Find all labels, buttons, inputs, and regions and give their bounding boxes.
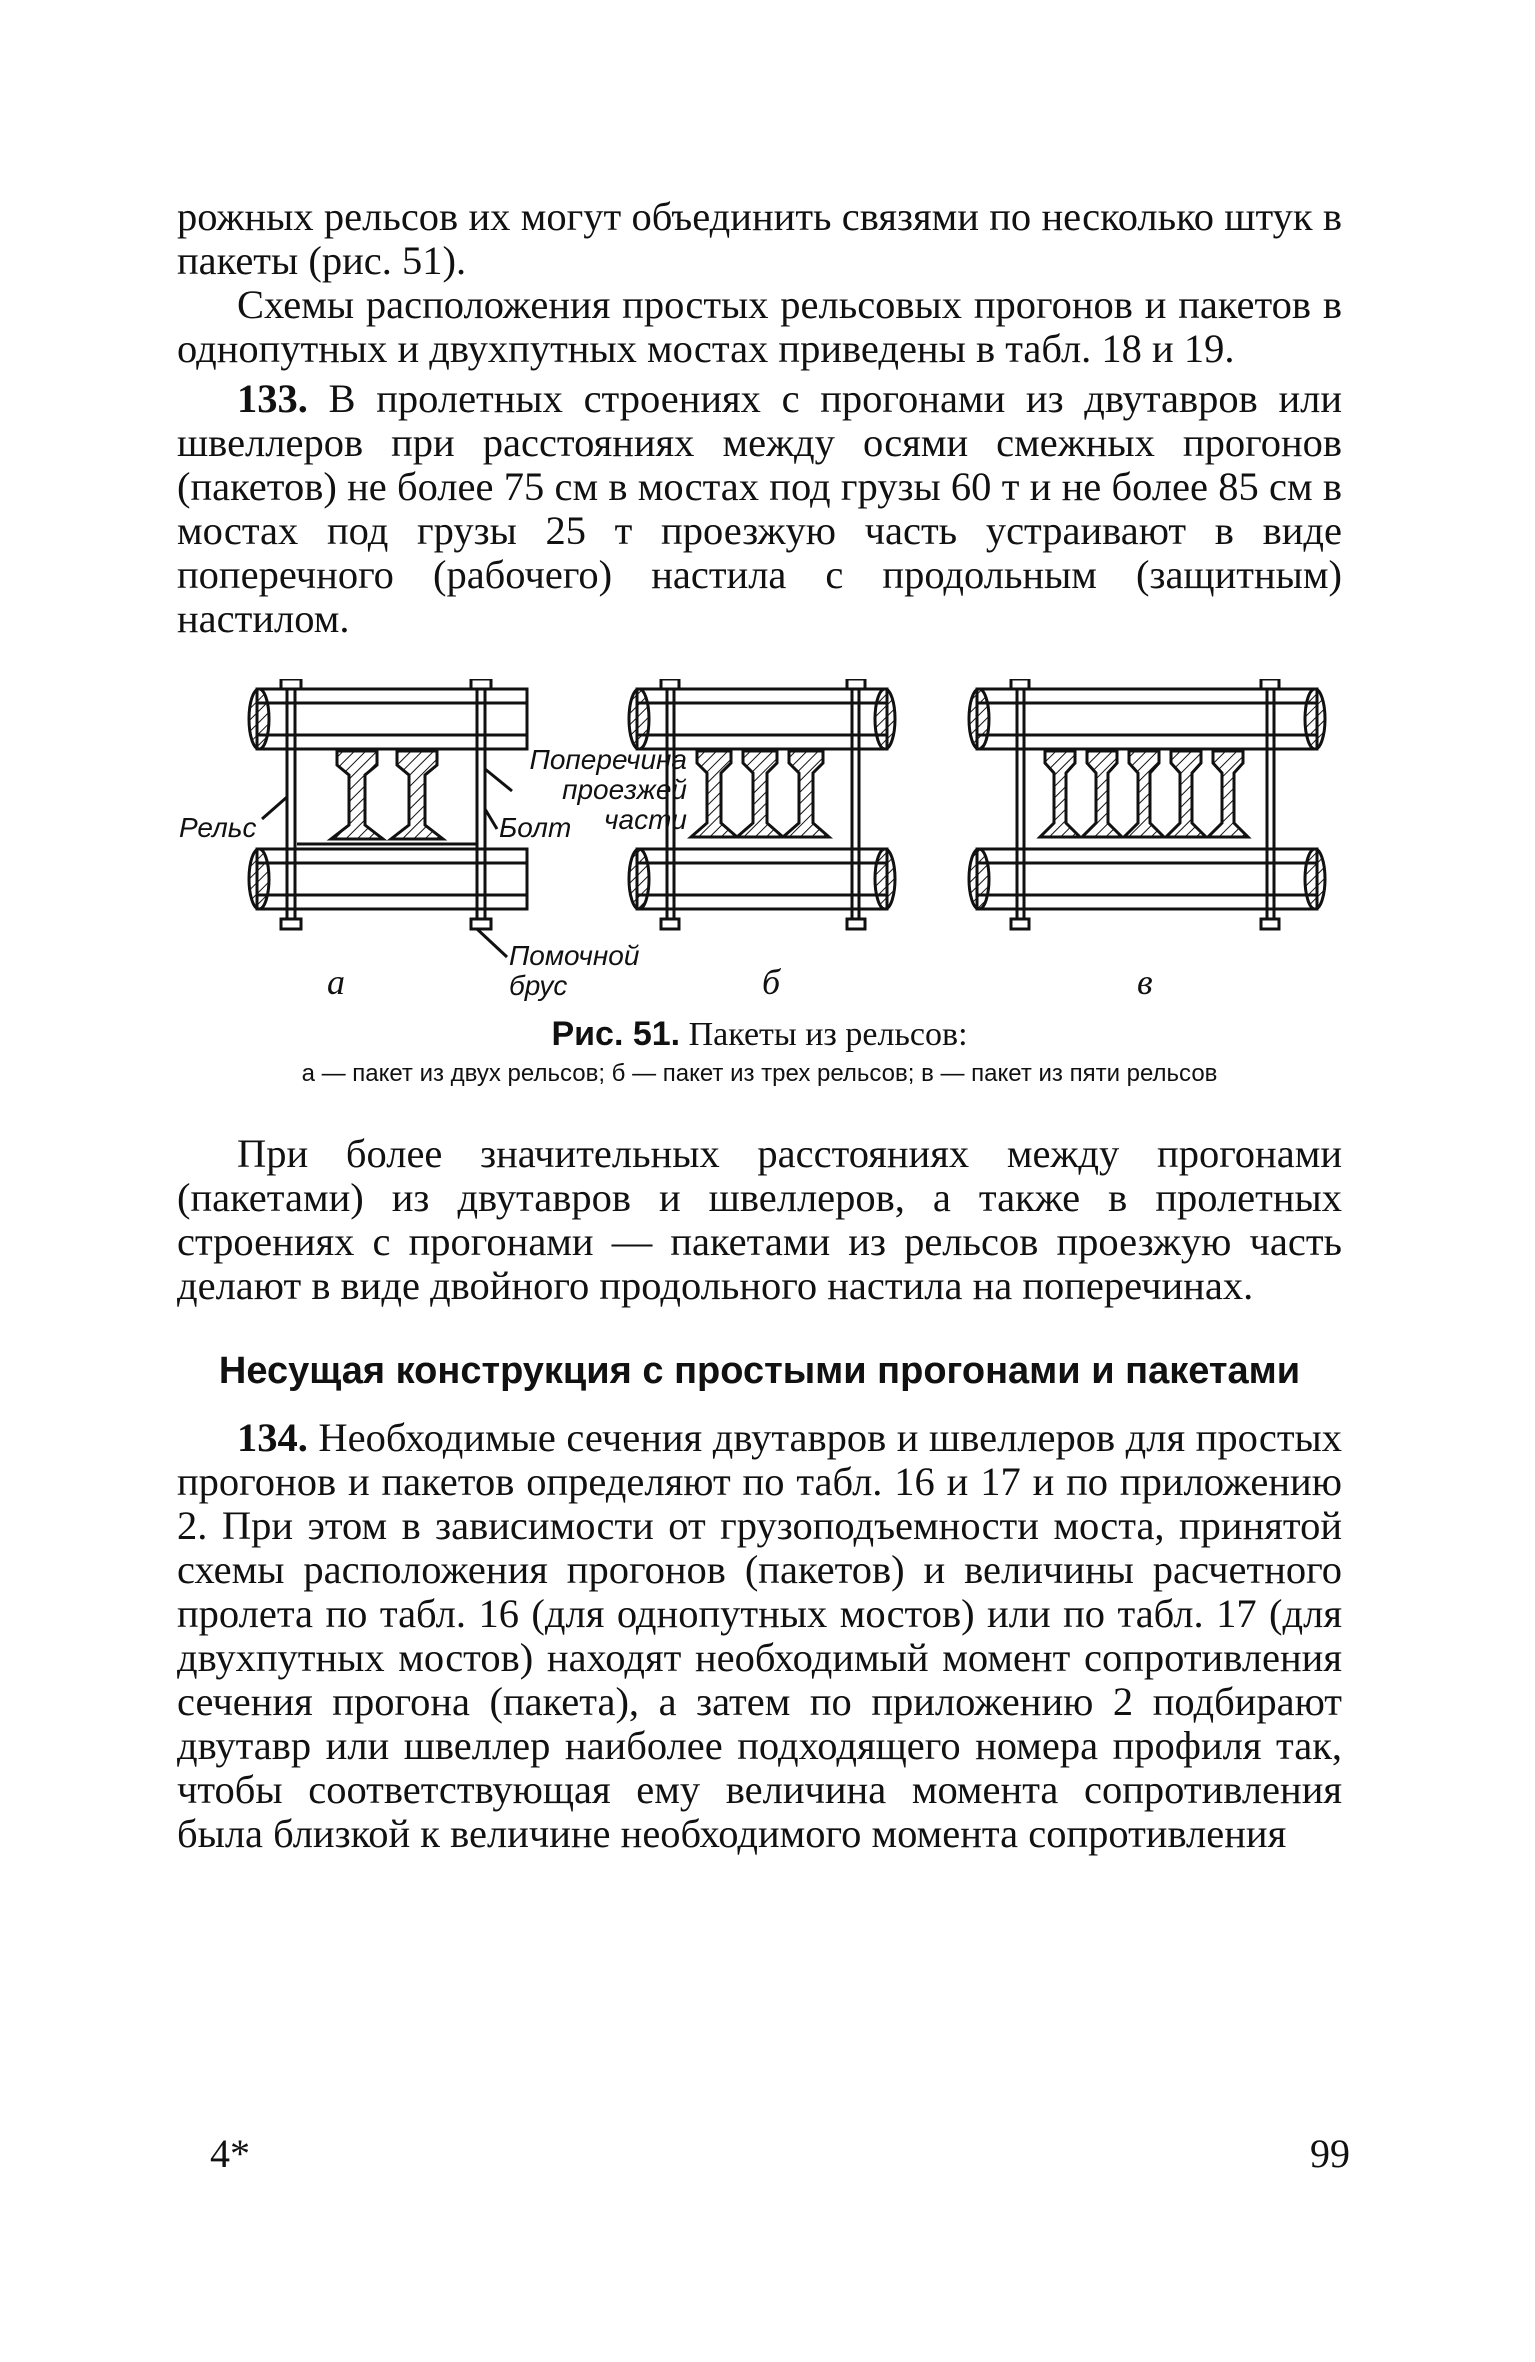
paragraph-continued: рожных рельсов их могут объединить связями по несколько штук в пакеты (рис. 51). xyxy=(177,194,1342,283)
caption-title: Пакеты из рельсов: xyxy=(688,1016,968,1053)
sublabel-a: а xyxy=(327,962,345,1002)
paragraph-134 xyxy=(177,1416,1342,1856)
paragraph-text: В пролетных строениях с прогонами из двутавров или швеллеров при расстояниях между осями смежных прогонов (пакетов) не более 75 см в мостах под грузы 60 т и не более 85 см в мостах под грузы 25 т проезжую часть устраивают в виде поперечного (рабочего) настила с продольным (защитным) настилом. xyxy=(177,376,1342,641)
figure-51 xyxy=(177,679,1342,1009)
paragraph-schemes: Схемы расположения простых рельсовых прогонов и пакетов в однопутных и двухпутных мостах приведены в табл. 18 и 19. xyxy=(177,282,1342,371)
figure-caption xyxy=(177,1015,1342,1054)
package-a xyxy=(249,679,527,957)
paragraph-number: 133. xyxy=(237,376,308,421)
paragraph-double-deck: При более значительных расстояниях между прогонами (пакетами) из двутавров и швеллеров, а также в пролетных строениях с прогонами — пакетами из рельсов проезжую часть делают в виде двойного продольного настила на поперечинах. xyxy=(177,1131,1342,1308)
label-bolt: Болт xyxy=(499,812,572,843)
label-crossbeam: Поперечина проезжей части xyxy=(529,744,687,835)
caption-number: Рис. 51. xyxy=(551,1015,681,1053)
paragraph-number: 134. xyxy=(237,1415,308,1460)
paragraph-133 xyxy=(177,377,1342,641)
rail-packages-drawing xyxy=(177,679,1342,1009)
section-heading: Несущая конструкция с простыми прогонами и пакетами xyxy=(218,1350,1301,1392)
page-body xyxy=(177,195,1342,1856)
sublabel-v: в xyxy=(1137,962,1153,1002)
caption-note: а — пакет из двух рельсов; б — пакет из трех рельсов; в — пакет из пяти рельсов xyxy=(301,1060,1218,1087)
sublabel-b: б xyxy=(762,962,781,1002)
label-deck-beam: Помочной брус xyxy=(509,940,640,1001)
signature-mark: 4* xyxy=(210,2131,250,2176)
page-number: 99 xyxy=(1310,2131,1350,2176)
package-v xyxy=(969,679,1325,929)
label-rail: Рельс xyxy=(179,812,257,843)
paragraph-text: Необходимые сечения двутавров и швеллеров для простых прогонов и пакетов определяют по табл. 16 и 17 и по приложению 2. При этом в зависимости от грузоподъемности моста, принятой схемы расположения прогонов (пакетов) и величины расчетного пролета по табл. 16 (для однопутных мостов) или по табл. 17 (для двухпутных мостов) находят необходимый момент сопротивления сечения прогона (пакета), а затем по приложению 2 подбирают двутавр или швеллер наиболее подходящего номера профиля так, чтобы соответствующая ему величина момента сопротивления была близкой к величине необходимого момента сопротивления xyxy=(177,1415,1342,1856)
